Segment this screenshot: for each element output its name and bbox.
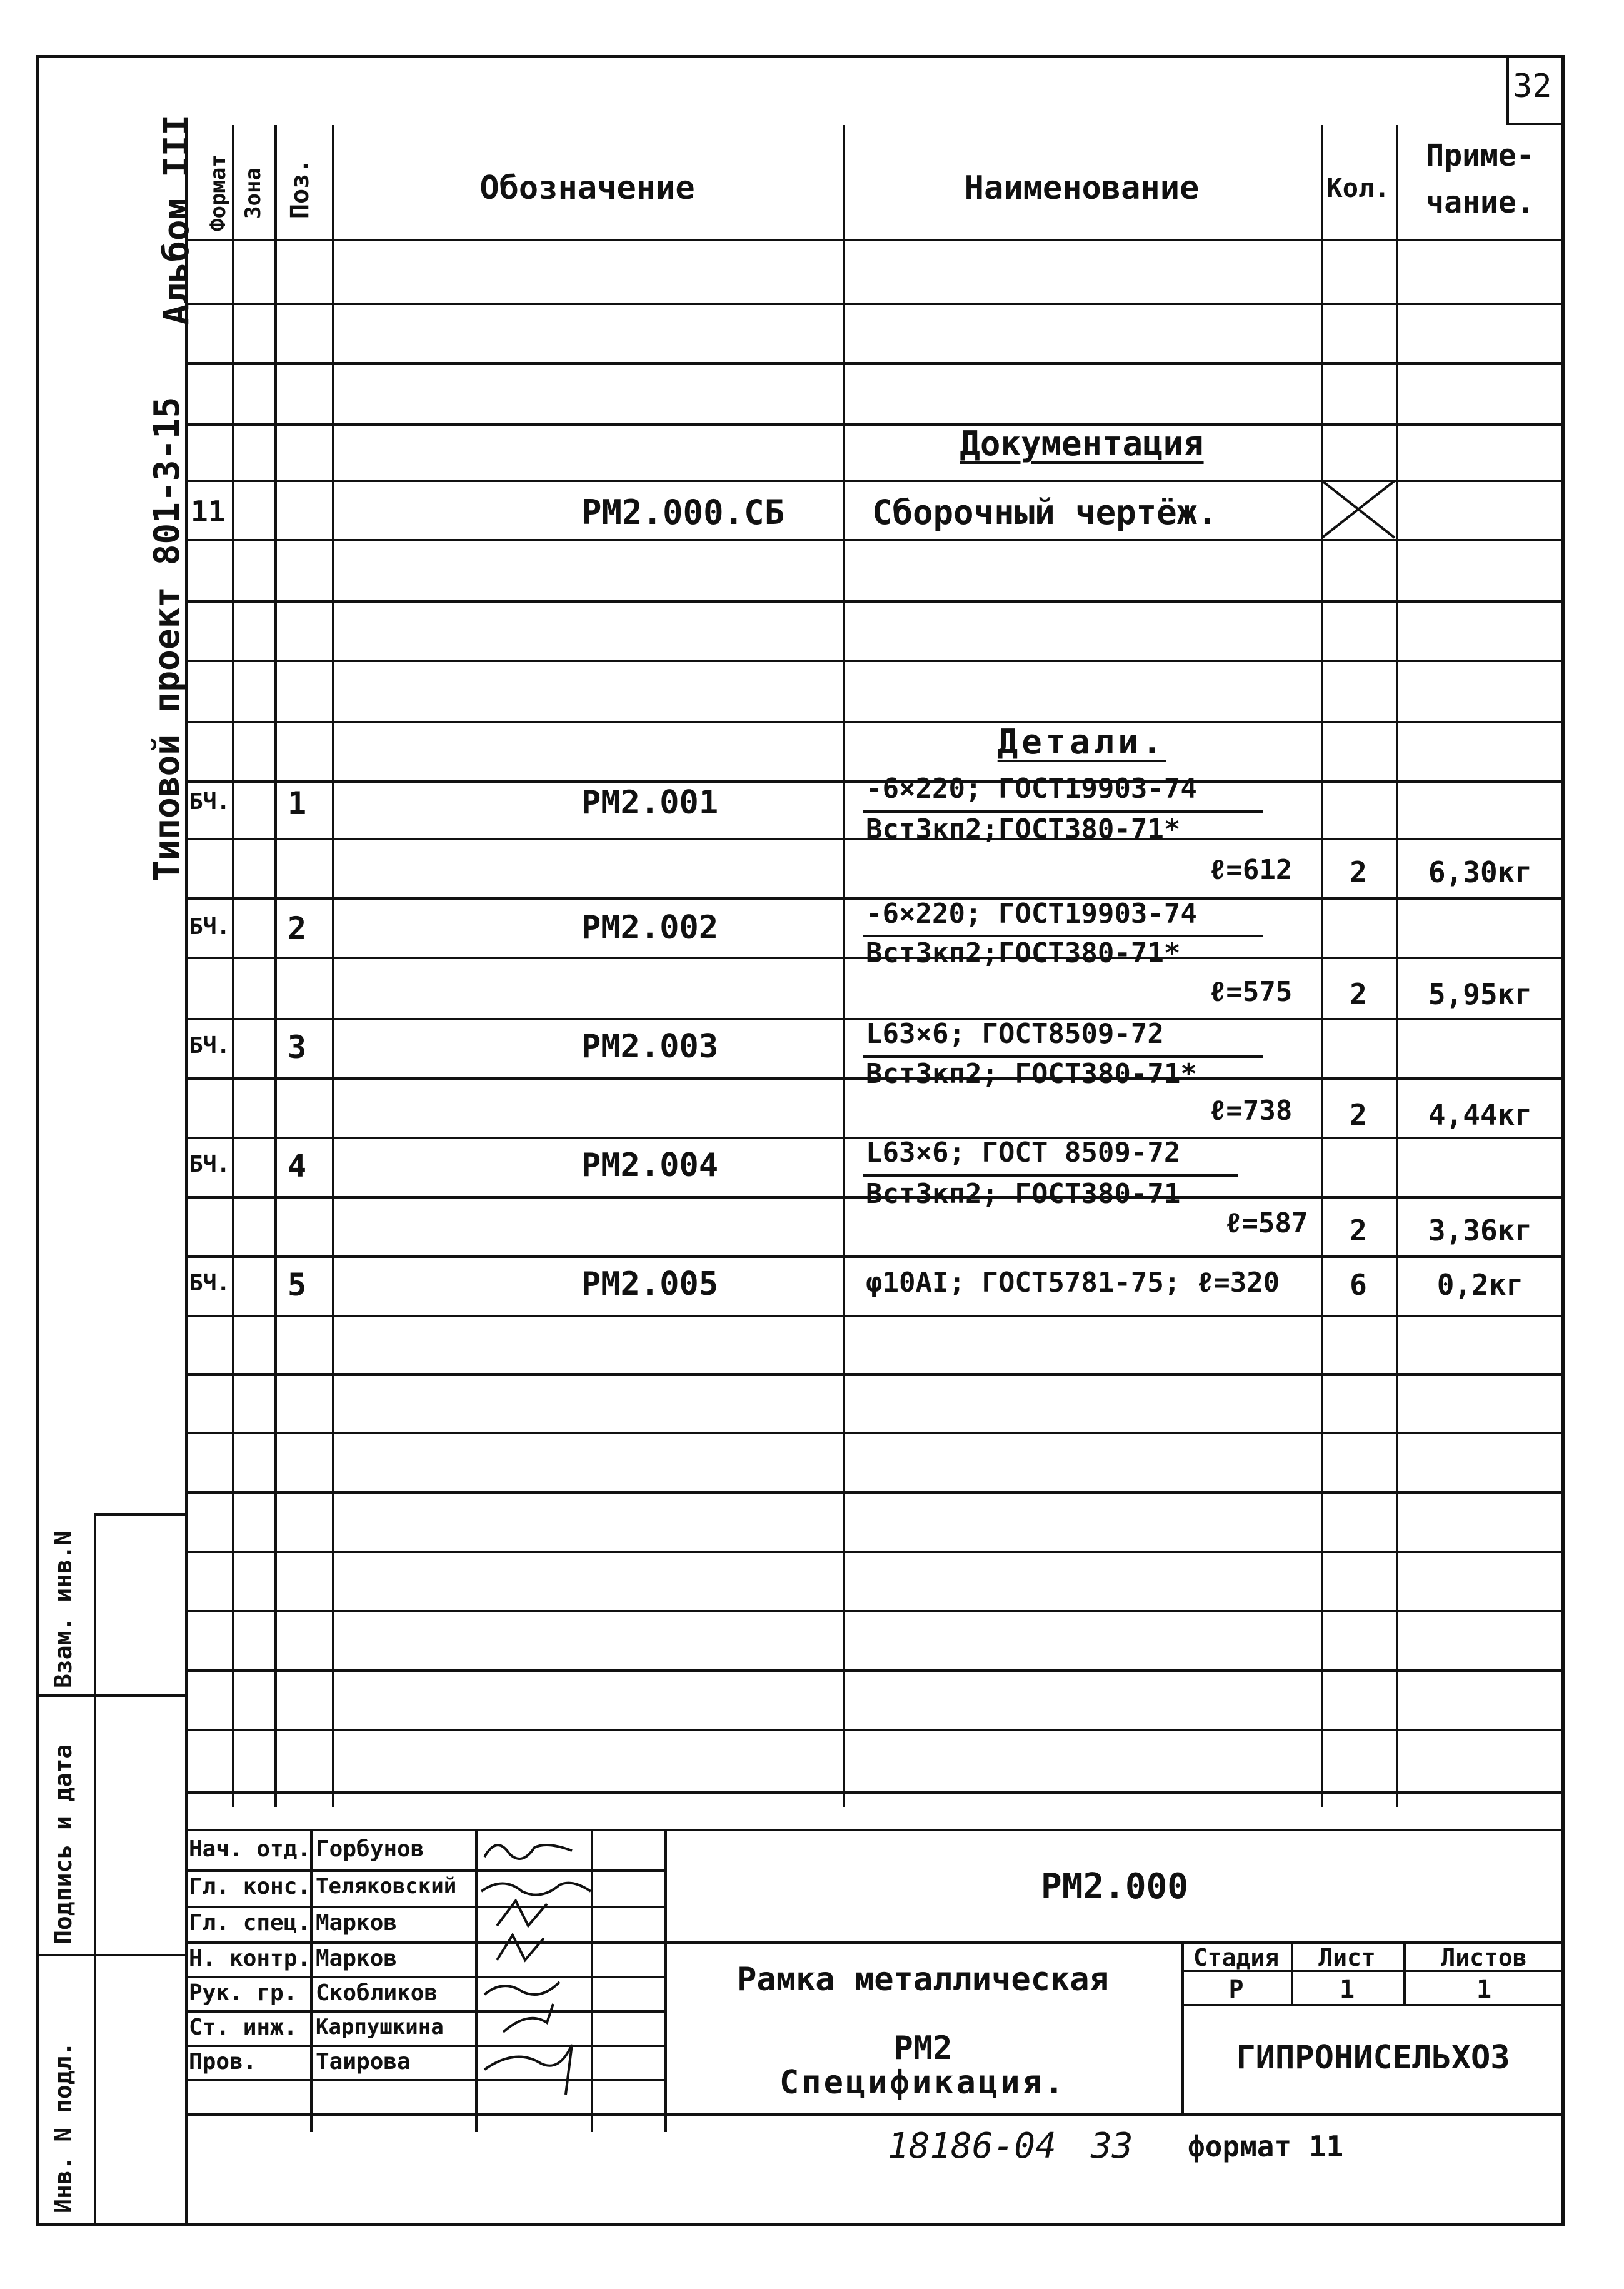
row-line — [185, 539, 1565, 541]
part-4-format: БЧ. — [189, 1152, 231, 1177]
row-line — [185, 1669, 1565, 1672]
row-line — [185, 362, 1565, 365]
stamp-inv: Инв. N подл. — [49, 2041, 77, 2213]
row-line — [185, 1791, 1565, 1794]
tb-title-2: РМ2 — [893, 2030, 953, 2067]
part-3-length: ℓ=738 — [1210, 1095, 1293, 1127]
header-bottom-line — [185, 239, 1565, 241]
header-primechanie-1: Приме- — [1426, 138, 1535, 173]
tb-stage-value: Р — [1228, 1975, 1244, 2004]
part-1-designation: РМ2.001 — [581, 784, 719, 822]
footer-format: формат 11 — [1188, 2130, 1344, 2163]
part-2-note: 5,95кг — [1428, 977, 1533, 1011]
stamp-podpis: Подпись и дата — [49, 1744, 77, 1944]
row-line — [185, 303, 1565, 305]
signatures-icon — [478, 1832, 591, 2095]
col-zona-line — [274, 125, 277, 1807]
header-format: Формат — [206, 154, 231, 231]
header-kol: Кол. — [1326, 173, 1390, 203]
title-block-line — [185, 2045, 664, 2047]
part-4-pos: 4 — [288, 1148, 307, 1184]
title-block-line — [591, 1829, 593, 2132]
part-5-pos: 5 — [288, 1267, 307, 1303]
name-5: Скобликов — [316, 1980, 438, 2006]
title-block-line — [185, 1906, 664, 1908]
row-line — [185, 1610, 1565, 1612]
part-5-format: БЧ. — [189, 1270, 231, 1296]
part-1-qty: 2 — [1350, 855, 1367, 889]
title-block-top — [185, 1829, 1565, 1831]
col-format-line — [232, 125, 234, 1807]
part-2-designation: РМ2.002 — [581, 909, 719, 947]
tb-sheets-value: 1 — [1476, 1975, 1492, 2004]
tb-sheet-label: Лист — [1318, 1944, 1376, 1971]
role-4: Н. контр. — [189, 1946, 311, 1971]
tb-title-1: Рамка металлическая — [737, 1961, 1109, 1998]
col-poz-line — [332, 125, 334, 1807]
fraction-line — [863, 810, 1263, 813]
part-3-note: 4,44кг — [1428, 1098, 1533, 1132]
title-block-line — [475, 1829, 478, 2132]
row-line — [185, 1315, 1565, 1317]
table-left-border — [185, 125, 188, 1801]
stamp-vzam: Взам. инв.N — [49, 1531, 77, 1688]
part-4-line2: Вст3кп2; ГОСТ380-71 — [866, 1178, 1181, 1210]
part-2-pos: 2 — [288, 910, 307, 947]
col-naim-line — [1321, 125, 1323, 1807]
role-5: Рук. гр. — [189, 1980, 298, 2006]
side-stamp-line — [94, 1513, 185, 1516]
tb-sheet-value: 1 — [1339, 1975, 1355, 2004]
part-4-length: ℓ=587 — [1225, 1207, 1308, 1239]
doc-designation: РМ2.000.СБ — [581, 493, 785, 532]
col-oboz-line — [843, 125, 845, 1807]
part-3-designation: РМ2.003 — [581, 1028, 719, 1065]
page-number: 32 — [1513, 68, 1552, 105]
title-block-line — [185, 2079, 664, 2081]
part-5-qty: 6 — [1350, 1268, 1367, 1302]
title-block-line — [185, 2113, 1565, 2116]
row-line — [185, 660, 1565, 662]
tb-organization: ГИПРОНИСЕЛЬХОЗ — [1236, 2039, 1510, 2076]
footer-page: 33 — [1091, 2126, 1133, 2166]
tb-stage-label: Стадия — [1193, 1944, 1280, 1971]
tb-title-3: Спецификация. — [779, 2064, 1066, 2101]
part-1-note: 6,30кг — [1428, 855, 1533, 889]
doc-format: 11 — [191, 495, 226, 528]
role-3: Гл. спец. — [189, 1910, 311, 1936]
name-2: Теляковский — [316, 1874, 457, 1899]
header-naimenovanie: Наименование — [964, 169, 1200, 207]
role-7: Пров. — [189, 2049, 257, 2075]
title-block-line — [185, 1869, 664, 1872]
footer-doc-number: 18186-04 — [888, 2126, 1056, 2166]
row-line — [185, 1255, 1565, 1258]
part-4-note: 3,36кг — [1428, 1214, 1533, 1247]
project-label: Типовой проект 801-3-15 — [147, 396, 188, 882]
doc-qty-cross-icon — [1321, 480, 1396, 539]
tb-designation: РМ2.000 — [1040, 1866, 1188, 1907]
side-stamp-line — [36, 1694, 185, 1697]
col-kol-line — [1396, 125, 1398, 1807]
header-primechanie-2: чание. — [1426, 185, 1535, 220]
part-3-pos: 3 — [288, 1029, 307, 1065]
part-2-qty: 2 — [1350, 977, 1367, 1011]
part-4-designation: РМ2.004 — [581, 1147, 719, 1184]
part-3-qty: 2 — [1350, 1098, 1367, 1132]
part-3-line1: L63×6; ГОСТ8509-72 — [866, 1018, 1164, 1050]
part-5-designation: РМ2.005 — [581, 1265, 719, 1303]
page-number-box-left — [1506, 55, 1509, 124]
part-1-length: ℓ=612 — [1210, 854, 1293, 886]
row-line — [185, 600, 1565, 603]
title-block-line — [185, 1976, 664, 1978]
role-2: Гл. конс. — [189, 1874, 311, 1899]
role-6: Ст. инж. — [189, 2015, 298, 2040]
row-line — [185, 1551, 1565, 1553]
part-3-line2: Вст3кп2; ГОСТ380-71* — [866, 1058, 1197, 1090]
header-oboznachenie: Обозначение — [479, 169, 695, 207]
part-2-length: ℓ=575 — [1210, 976, 1293, 1008]
header-zona: Зона — [241, 168, 266, 219]
header-poz: Поз. — [286, 158, 314, 219]
row-line — [185, 423, 1565, 426]
album-label: Альбом III — [156, 114, 197, 325]
part-2-line2: Вст3кп2;ГОСТ380-71* — [866, 937, 1181, 969]
side-stamp-line — [36, 1954, 185, 1956]
tb-sheets-label: Листов — [1441, 1944, 1527, 1971]
row-line — [185, 1491, 1565, 1494]
part-5-line1: φ10АI; ГОСТ5781-75; ℓ=320 — [866, 1267, 1280, 1299]
part-1-line1: -6×220; ГОСТ19903-74 — [866, 773, 1197, 805]
row-line — [185, 1432, 1565, 1434]
section-documentation: Документация — [960, 424, 1204, 463]
row-line — [185, 1373, 1565, 1376]
role-1: Нач. отд. — [189, 1836, 311, 1862]
part-1-pos: 1 — [288, 785, 307, 822]
page-number-box-bottom — [1506, 123, 1565, 125]
name-1: Горбунов — [316, 1836, 424, 1862]
name-3: Марков — [316, 1910, 398, 1936]
part-2-format: БЧ. — [189, 914, 231, 940]
section-details: Детали. — [997, 722, 1166, 762]
part-5-note: 0,2кг — [1436, 1268, 1524, 1302]
part-2-line1: -6×220; ГОСТ19903-74 — [866, 898, 1197, 930]
row-line — [185, 1729, 1565, 1731]
name-4: Марков — [316, 1946, 398, 1971]
name-6: Карпушкина — [316, 2015, 444, 2040]
row-line — [185, 721, 1565, 723]
part-1-format: БЧ. — [189, 789, 231, 815]
fraction-line — [863, 1174, 1238, 1177]
part-3-format: БЧ. — [189, 1033, 231, 1059]
doc-name: Сборочный чертёж. — [872, 493, 1218, 532]
title-block-line — [185, 2010, 664, 2013]
name-7: Таирова — [316, 2049, 411, 2075]
part-1-line2: Вст3кп2;ГОСТ380-71* — [866, 813, 1181, 845]
side-stamp-inner-line — [94, 1513, 96, 2226]
part-4-line1: L63×6; ГОСТ 8509-72 — [866, 1137, 1181, 1169]
part-4-qty: 2 — [1350, 1214, 1367, 1247]
title-block-line — [1181, 2004, 1565, 2006]
